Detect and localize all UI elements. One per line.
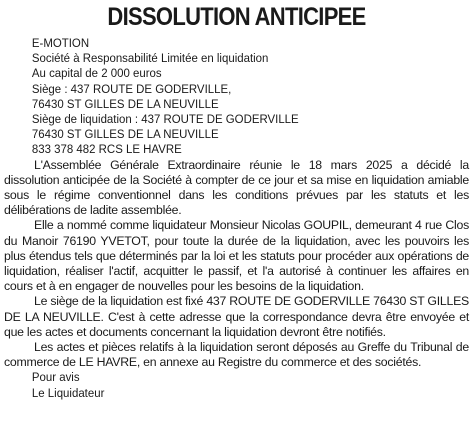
closing-pour-avis: Pour avis <box>31 370 80 385</box>
registered-office-line-2: 76430 ST GILLES DE LA NEUVILLE <box>31 96 219 111</box>
company-form: Société à Responsabilité Limitée en liquidation <box>31 51 269 66</box>
company-capital: Au capital de 2 000 euros <box>31 66 162 81</box>
paragraph-liquidation-seat: Le siège de la liquidation est fixé 437 ROUTE DE GODERVILLE 76430 ST GILLES DE LA NEUVILLE. C'est à cette adresse que la correspondance devra être envoyée et que les actes et documents concernant la liquidation devront être notifiés. <box>4 294 469 339</box>
paragraph-liquidator: Elle a nommé comme liquidateur Monsieur Nicolas GOUPIL, demeurant 4 rue Clos du Manoir 76190 YVETOT, pour toute la durée de la liquidation, avec les pouvoirs les plus étendus tels que déterminés par la loi et les statuts pour procéder aux opérations de liquidation, réaliser l'actif, acquitter le passif, et l'a autorisé à continuer les affaires en cours et à en engager de nouvelles pour les besoins de la liquidation. <box>4 218 469 294</box>
notice-closing <box>4 370 469 400</box>
rcs-number: 833 378 482 RCS LE HAVRE <box>31 142 182 157</box>
legal-notice <box>0 2 473 442</box>
notice-title: DISSOLUTION ANTICIPEE <box>107 3 366 31</box>
liquidation-office-line-1: Siège de liquidation : 437 ROUTE DE GODERVILLE <box>31 112 299 127</box>
notice-body <box>4 158 469 371</box>
company-header <box>4 36 469 158</box>
closing-signatory: Le Liquidateur <box>31 385 105 400</box>
liquidation-office-line-2: 76430 ST GILLES DE LA NEUVILLE <box>31 127 219 142</box>
paragraph-filing: Les actes et pièces relatifs à la liquidation seront déposés au Greffe du Tribunal de commerce de LE HAVRE, en annexe au Registre du commerce et des sociétés. <box>4 340 469 370</box>
paragraph-dissolution: L'Assemblée Générale Extraordinaire réunie le 18 mars 2025 a décidé la dissolution anticipée de la Société à compter de ce jour et sa mise en liquidation amiable sous le régime conventionnel dans les conditions prévues par les statuts et les délibérations de ladite assemblée. <box>4 157 469 218</box>
registered-office-line-1: Siège : 437 ROUTE DE GODERVILLE, <box>31 81 232 96</box>
company-name: E-MOTION <box>31 36 90 50</box>
